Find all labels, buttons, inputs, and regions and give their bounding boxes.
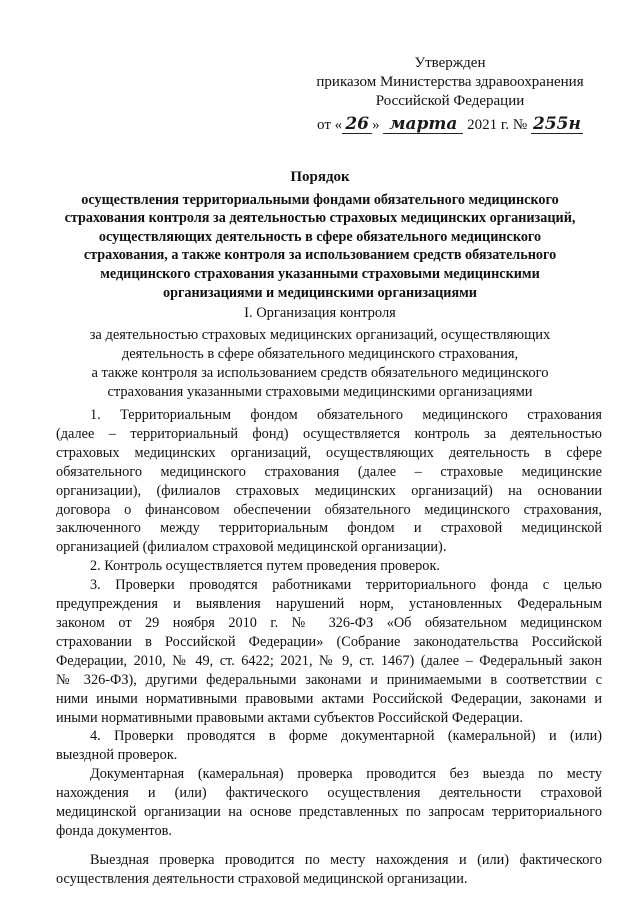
section-heading: [40, 304, 600, 402]
text-line: выездной проверок.: [56, 747, 178, 764]
text-line: Федерации, 2010, № 49, ст. 6422; 2021, № 9, ст. 1467) (далее – Федеральный закон: [56, 652, 602, 669]
title-line: осуществляющих деятельность в сфере обязательного медицинского: [98, 228, 542, 245]
text-line: организации), (филиалов страховых медицинских организаций) на основании: [56, 482, 602, 499]
text-line: законом от 29 ноября 2010 г. № 326-ФЗ «Об обязательном медицинском: [56, 614, 602, 631]
date-prefix: от «: [317, 117, 343, 133]
text-line: медицинской организации на основе представленных по запросам территориального: [56, 804, 602, 821]
approval-block: [300, 54, 600, 135]
section-line: за деятельностью страховых медицинских организаций, осуществляющих: [89, 327, 551, 343]
text-line: ними иными нормативными правовыми актами Российской Федерации, законами и: [56, 690, 602, 707]
title-line: медицинского страхования указанными страховыми медицинскими: [100, 265, 540, 282]
text-line: (далее – территориальный фонд) осуществляется контроль за деятельностью: [56, 425, 602, 442]
text-line: договора о финансовом обеспечении обязательного медицинского страхования,: [56, 501, 602, 518]
text-line: 1. Территориальным фондом обязательного медицинского страхования: [90, 407, 602, 423]
document-title: [40, 168, 600, 302]
title-line: страхования контроля за деятельностью страховых медицинских организаций,: [64, 210, 576, 227]
text-line: Документарная (камеральная) проверка проводится без выезда по месту: [90, 766, 602, 783]
text-line: 3. Проверки проводятся работниками территориального фонда с целью: [90, 577, 602, 594]
paragraph-3: [56, 576, 602, 727]
date-year: 2021 г. №: [467, 117, 528, 133]
text-line: иными нормативными правовыми актами субъектов Российской Федерации.: [56, 709, 523, 726]
text-line: № 326-ФЗ), другими федеральными законами и принимаемыми в соответствии с: [56, 671, 602, 688]
date-day-handwritten: 26: [342, 115, 372, 134]
section-line: деятельность в сфере обязательного медицинского страхования,: [121, 346, 519, 362]
text-line: организацией (филиалом страховой медицинской организации).: [56, 539, 447, 556]
section-line: а также контроля за использованием средств обязательного медицинского: [91, 365, 549, 381]
approval-country-line: Российской Федерации: [375, 93, 525, 109]
paragraph-2: [56, 557, 602, 576]
title-line: организациями и медицинскими организациями: [162, 284, 477, 301]
text-line: обязательного медицинского страхования (далее – страховые медицинские: [56, 463, 602, 480]
title-line: осуществления территориальными фондами обязательного медицинского: [81, 191, 559, 208]
text-line: страховании в Российской Федерации» (Собрание законодательства Российской: [56, 633, 602, 650]
approval-date-line: [300, 115, 600, 135]
section-title: I. Организация контроля: [244, 305, 396, 321]
paragraph-5: [56, 765, 602, 841]
text-line: нахождения и (или) фактического осуществления деятельности страховой: [56, 785, 602, 802]
title-heading: Порядок: [290, 169, 350, 185]
text-line: предупреждения и выявления нарушений норм, установленных Федеральным: [56, 596, 602, 613]
text-line: 2. Контроль осуществляется путем проведения проверок.: [90, 558, 440, 575]
text-line: заключенного между территориальным фондом и страховой медицинской: [56, 520, 602, 537]
paragraph-6: [56, 851, 602, 889]
paragraph-4: [56, 727, 602, 765]
paragraph-gap: [56, 841, 602, 851]
date-mid: »: [372, 117, 380, 133]
document-body: [56, 406, 602, 889]
paragraph-1: [56, 406, 602, 557]
text-line: страховых медицинских организаций, осуществляющих деятельность в сфере: [56, 444, 602, 461]
text-line: 4. Проверки проводятся в форме документарной (камеральной) и (или): [90, 728, 602, 745]
text-line: фонда документов.: [56, 822, 172, 839]
date-month-handwritten: марта: [383, 115, 463, 134]
approval-order-line: приказом Министерства здравоохранения: [316, 74, 584, 90]
section-line: страхования указанными страховыми медицинскими организациями: [107, 384, 533, 400]
order-number-handwritten: 255н: [531, 115, 583, 134]
title-line: страхования, а также контроля за использованием средств обязательного: [83, 247, 557, 264]
approval-title: Утвержден: [414, 55, 486, 71]
text-line: осуществления деятельности страховой медицинской организации.: [56, 870, 468, 887]
text-line: Выездная проверка проводится по месту нахождения и (или) фактического: [90, 851, 602, 868]
